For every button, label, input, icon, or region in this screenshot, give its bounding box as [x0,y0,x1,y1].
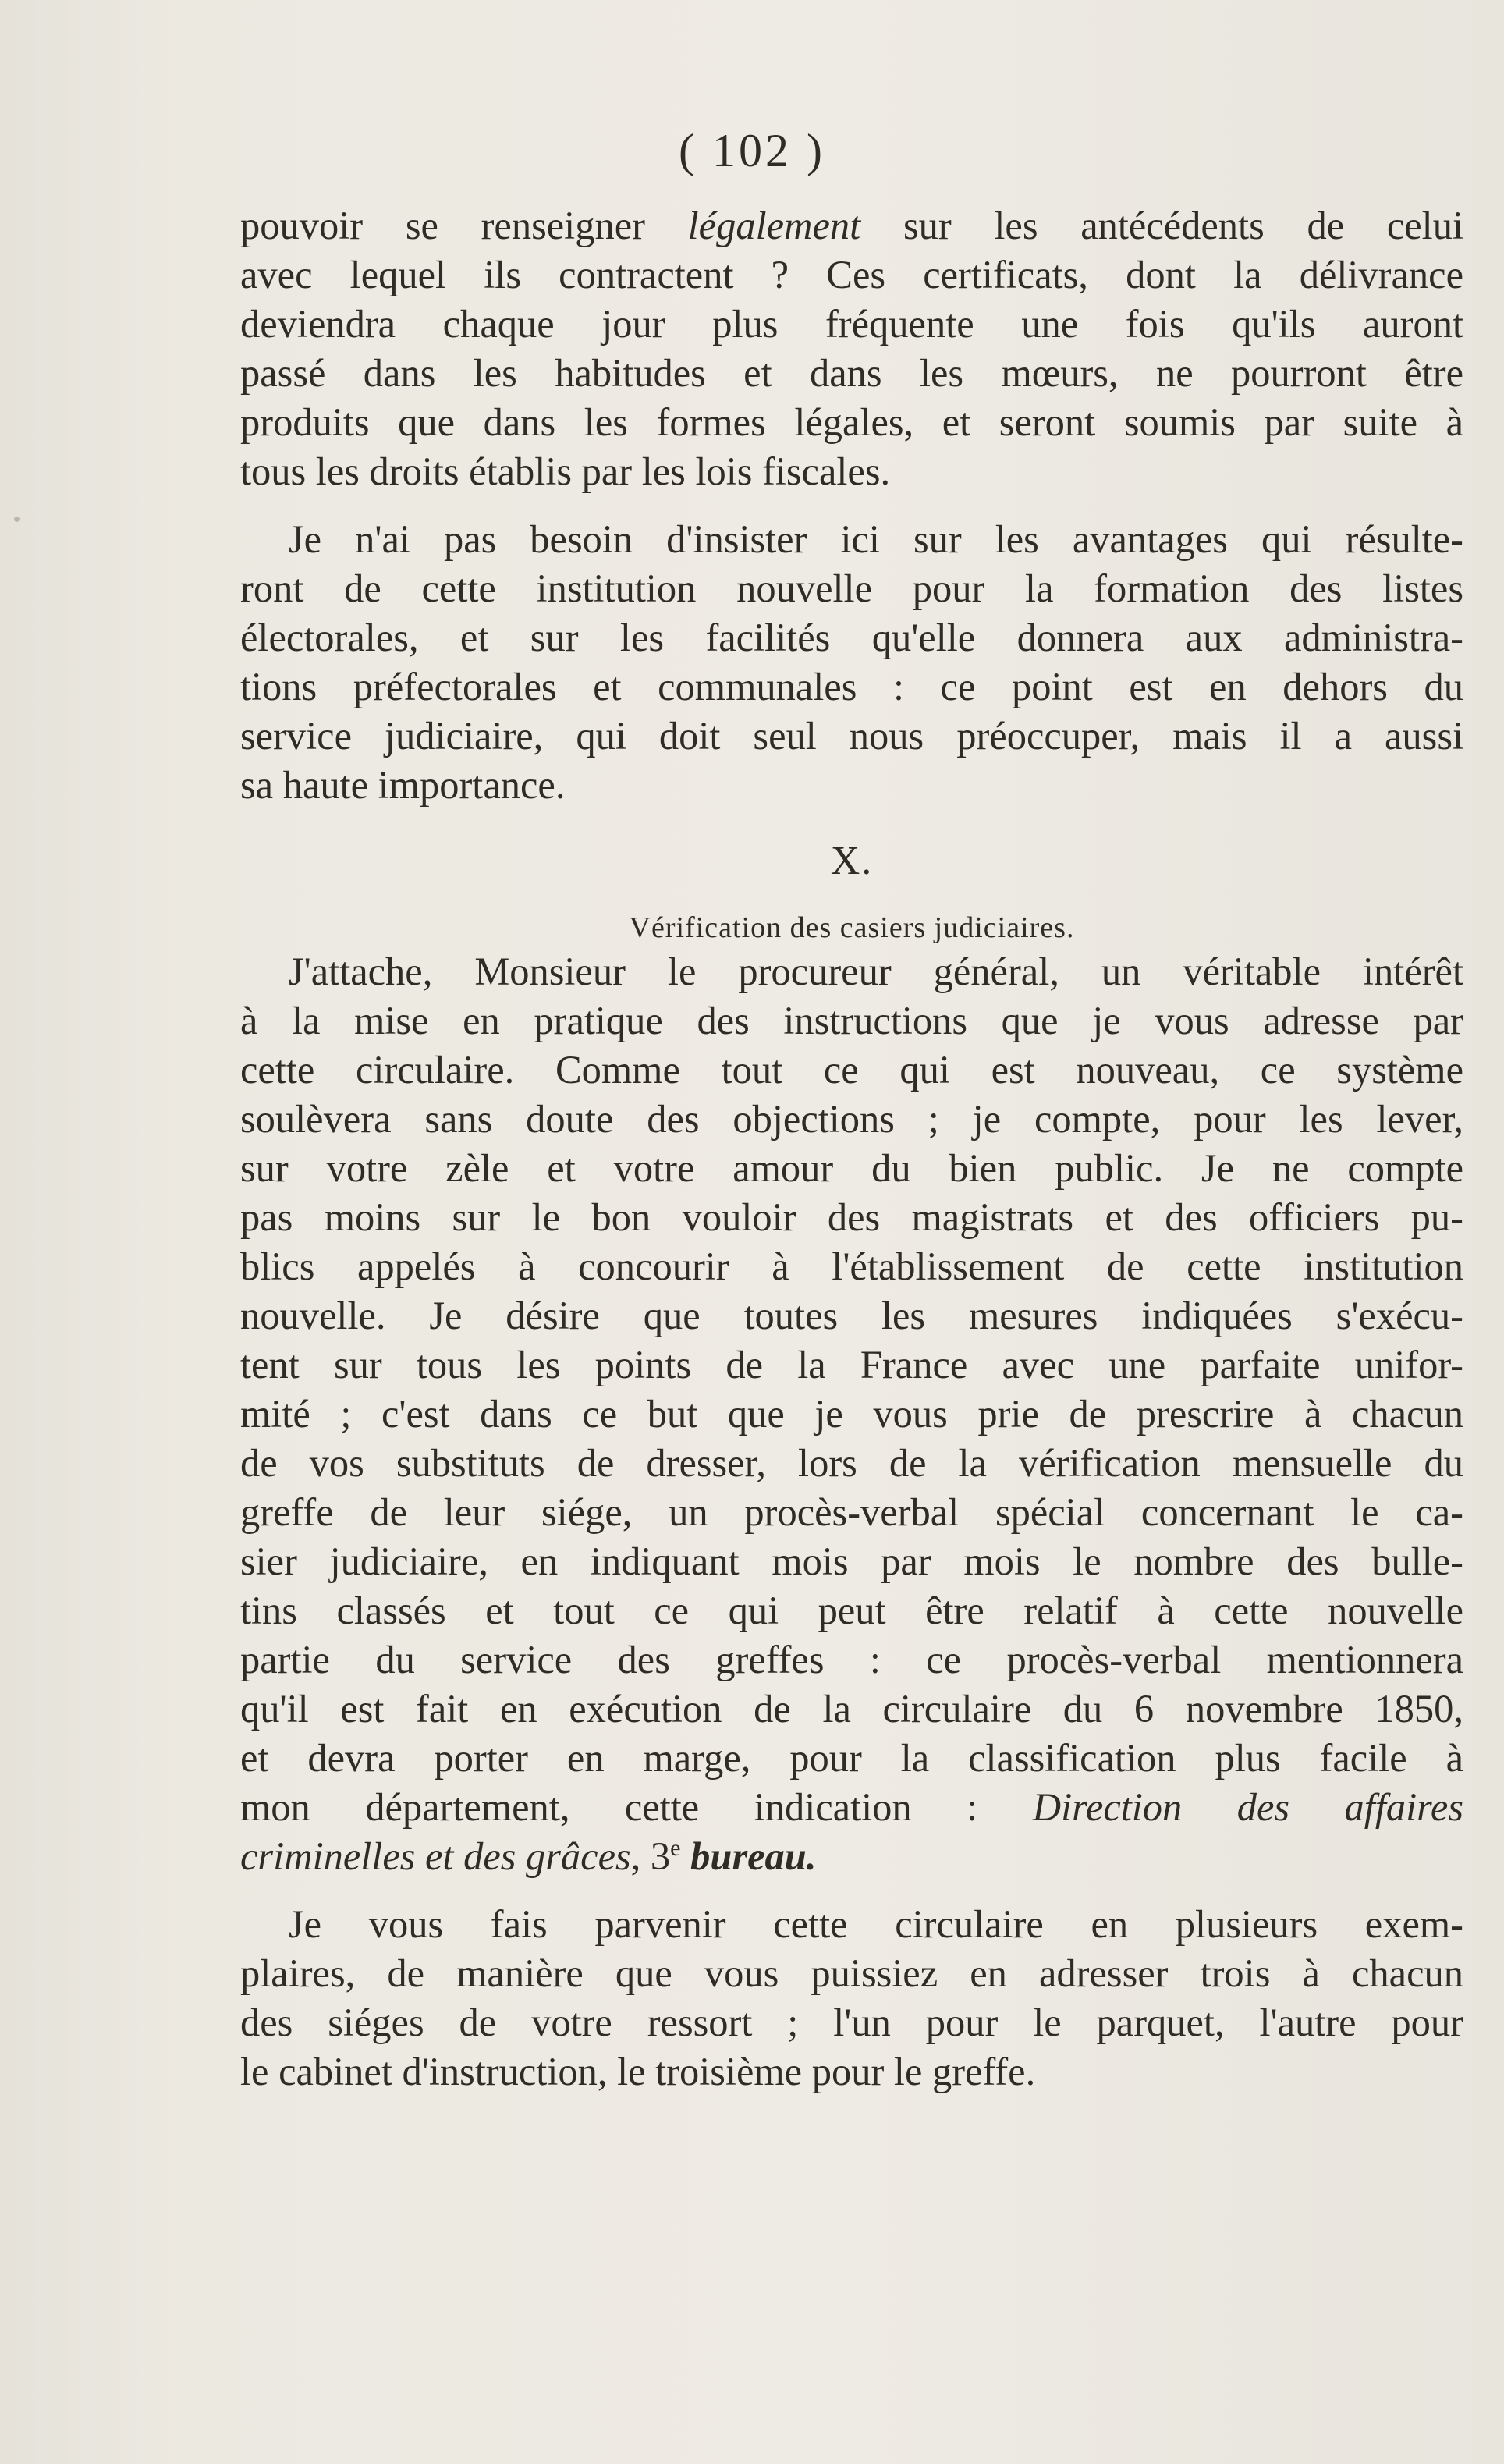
text-run: mon département, cette indication : [240,1785,1033,1829]
italic-run: Direction des affaires [1032,1785,1463,1829]
text-line: qu'il est fait en exécution de la circulaire du 6 novembre 1850, [240,1687,1463,1731]
text-line: soulèvera sans doute des objections ; je compte, pour les lever, [240,1097,1463,1141]
page-number: ( 102 ) [679,125,825,176]
text-line: avec lequel ils contractent ? Ces certificats, dont la délivrance [240,253,1463,296]
text-line: de vos substituts de dresser, lors de la vérification mensuelle du [240,1441,1463,1485]
text-line: tions préfectorales et communales : ce point est en dehors du [240,665,1463,708]
text-line: des siéges de votre ressort ; l'un pour le parquet, l'autre pour [240,2001,1463,2044]
text-line: produits que dans les formes légales, et seront soumis par suite à [240,400,1463,444]
paragraph [240,947,1463,1881]
italic-word: légalement [687,204,861,247]
text-line: à la mise en pratique des instructions que je vous adresse par [240,999,1463,1042]
text-line: J'attache, Monsieur le procureur général, un véritable intérêt [289,950,1463,993]
text-run: sur les antécédents de celui [860,204,1463,247]
ordinal-number: 3 [650,1834,671,1878]
italic-run: criminelles et des grâces [240,1834,631,1878]
ordinal-suffix: e [670,1835,681,1862]
text-run: , [630,1834,651,1878]
text-line: sur votre zèle et votre amour du bien public. Je ne compte [240,1146,1463,1190]
text-line: partie du service des greffes : ce procès-verbal mentionnera [240,1638,1463,1681]
text-line [240,201,1463,250]
text-line: sa haute importance. [240,763,566,807]
text-line: électorales, et sur les facilités qu'elle donnera aux administra- [240,616,1463,659]
text-line: Je vous fais parvenir cette circulaire en plusieurs exem- [289,1902,1463,1946]
text-line: Je n'ai pas besoin d'insister ici sur les avantages qui résulte- [289,517,1463,561]
text-line: tous les droits établis par les lois fiscales. [240,449,891,493]
text-line: et devra porter en marge, pour la classification plus facile à [240,1736,1463,1780]
paper-speck [14,517,20,522]
text-line: passé dans les habitudes et dans les mœurs, ne pourront être [240,351,1463,395]
text-line: deviendra chaque jour plus fréquente une fois qu'ils auront [240,302,1463,346]
bold-italic-run: bureau. [680,1834,817,1878]
section-title: Vérification des casiers judiciaires. [629,911,1075,944]
text-run: pouvoir se renseigner [240,204,688,247]
text-line: ront de cette institution nouvelle pour la formation des listes [240,566,1463,610]
text-line [240,1832,1463,1881]
text-line: tent sur tous les points de la France avec une parfaite unifor- [240,1343,1463,1386]
text-line: cette circulaire. Comme tout ce qui est nouveau, ce système [240,1048,1463,1092]
text-line: sier judiciaire, en indiquant mois par mois le nombre des bulle- [240,1539,1463,1583]
text-line: mité ; c'est dans ce but que je vous prie de prescrire à chacun [240,1392,1463,1436]
paragraph [240,1900,1463,2097]
paragraph [240,515,1463,810]
text-line: greffe de leur siége, un procès-verbal spécial concernant le ca- [240,1490,1463,1534]
text-line: service judiciaire, qui doit seul nous préoccuper, mais il a aussi [240,714,1463,758]
text-line: nouvelle. Je désire que toutes les mesures indiquées s'exécu- [240,1294,1463,1337]
text-line: plaires, de manière que vous puissiez en adresser trois à chacun [240,1951,1463,1995]
paragraph-continuation [240,201,1463,496]
text-line: tins classés et tout ce qui peut être relatif à cette nouvelle [240,1589,1463,1632]
text-line: blics appelés à concourir à l'établissement de cette institution [240,1244,1463,1288]
text-line: pas moins sur le bon vouloir des magistrats et des officiers pu- [240,1195,1463,1239]
text-line: le cabinet d'instruction, le troisième pour le greffe. [240,2050,1036,2093]
section-number: X. [830,839,874,883]
text-line [240,1783,1463,1832]
body-text [240,201,1463,2097]
